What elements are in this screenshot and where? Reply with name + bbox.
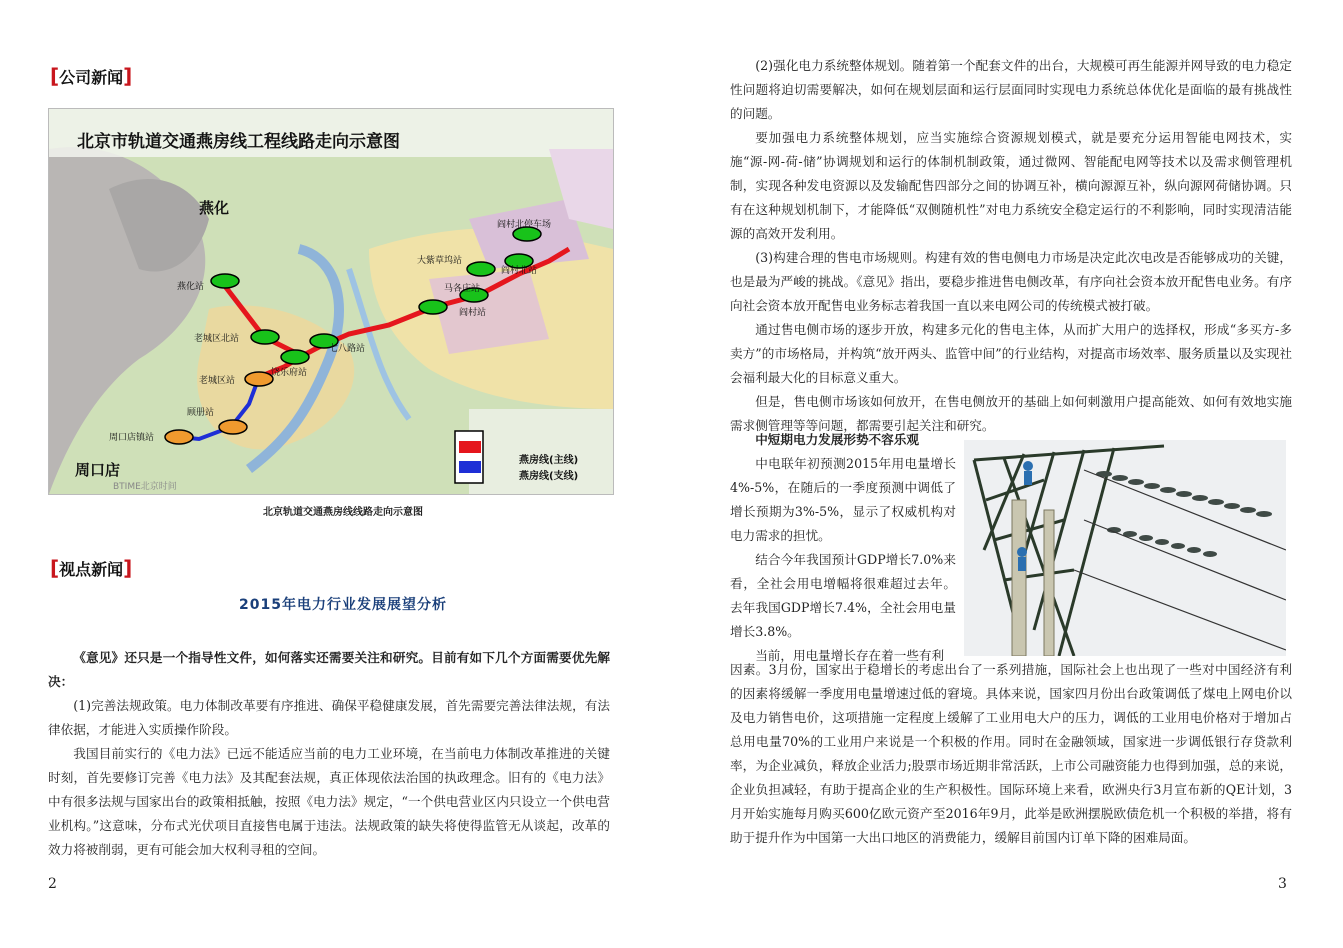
station-label: 七八路站	[329, 344, 366, 354]
station-label: 顾册站	[187, 408, 215, 418]
station-label: 燕化站	[177, 282, 205, 292]
paragraph: (2)强化电力系统整体规划。随着第一个配套文件的出台，大规模可再生能源并网导致的电力稳定性问题将迫切需要解决，如何在规划层面和运行层面同时实现电力系统总体优化是面临的最有挑战性的问题。	[730, 58, 1292, 121]
station-label: 阎村站	[459, 308, 487, 318]
station-label: 老城区站	[199, 376, 236, 386]
station-label: 阎村北站	[501, 266, 538, 276]
map-title: 北京市轨道交通燕房线工程线路走向示意图	[77, 132, 400, 152]
page-number-right: 3	[1278, 876, 1287, 892]
paragraph: 因素。3月份，国家出于稳增长的考虑出台了一系列措施，国际社会上也出现了一些对中国经济有利的因素将缓解一季度用电量增速过低的窘境。具体来说，国家四月份出台政策调低了煤电上网电价以及电力销售电价，这项措施一定程度上缓解了工业用电大户的压力，调低的工业用电价格对于增加占总用电量70%的工业用户来说是一个积极的作用。同时在金融领域，国家进一步调低银行存贷款利率，为企业减负，释放企业活力;股票市场近期非常活跃，上市公司融资能力也得到加强，总的来说，企业负担减轻，有助于提高企业的生产积极性。国际环境上来看，欧洲央行3月宣布新的QE计划，3月开始实施每月购买600亿欧元资产至2016年9月，此举是欧洲摆脱欧债危机一个积极的举措，将有助于提升作为中国第一大出口地区的消费能力，缓解目前国内订单下降的困难局面。	[730, 662, 1292, 845]
map-caption: 北京轨道交通燕房线线路走向示意图	[263, 507, 423, 518]
station-label: 周口店镇站	[109, 433, 155, 443]
station-label: 大紫草坞站	[417, 256, 463, 266]
legend-branch: 燕房线(支线)	[519, 471, 579, 482]
map-place-yanhua: 燕化	[199, 199, 230, 217]
article-title: 2015年电力行业发展展望分析	[239, 597, 447, 613]
paragraph: 要加强电力系统整体规划，应当实施综合资源规划模式，就是要充分运用智能电网技术，实施“源-网-荷-储”协调规划和运行的体制机制政策，通过微网、智能配电网等技术以及需求侧管理机制，实现各种发电资源以及发输配售四部分之间的协调互补，横向源源互补，纵向源网荷储协调。只有在这种规划机制下，才能降低“双侧随机性”对电力系统安全稳定运行的不利影响，同时实现清洁能源的高效开发利用。	[730, 130, 1292, 241]
subheading: 中短期电力发展形势不容乐观	[755, 432, 919, 447]
section-tag-view-news: [视点新闻]	[50, 556, 133, 580]
paragraph: 通过售电侧市场的逐步开放，构建多元化的售电主体，从而扩大用户的选择权，形成“多买方-多卖方”的市场格局，并构筑“放开两头、监管中间”的行业结构，对提高市场效率、服务质量以及实现社会福利最大化的目标意义重大。	[730, 322, 1292, 385]
legend-main: 燕房线(主线)	[519, 455, 579, 466]
right-body-text-top	[730, 54, 1292, 438]
paragraph: 《意见》还只是一个指导性文件，如何落实还需要关注和研究。目前有如下几个方面需要优先解决：	[48, 650, 610, 689]
paragraph: 但是，售电侧市场该如何放开，在售电侧放开的基础上如何刺激用户提高能效、如何有效地实施需求侧管理等等问题，都需要引起关注和研究。	[730, 394, 1292, 433]
route-map-graphic	[49, 109, 613, 494]
paragraph: 当前，用电量增长存在着一些有利	[755, 648, 945, 663]
paragraph: (3)构建合理的售电市场规则。构建有效的售电侧电力市场是决定此次电改是否能够成功的关键，也是最为严峻的挑战。《意见》指出，要稳步推进售电侧改革，有序向社会资本放开配售电业务。有序向社会资本放开配售电业务标志着我国一直以来电网公司的传统模式被打破。	[730, 250, 1292, 313]
right-body-text-narrow	[730, 428, 956, 668]
section-tag-company-news: [公司新闻]	[50, 64, 133, 88]
page-number-left: 2	[48, 876, 57, 892]
section-tag-label: 公司新闻	[59, 68, 124, 87]
station-label: 饶乐府站	[271, 368, 308, 378]
station-label: 阎村北停车场	[497, 220, 552, 230]
map-place-zhoukoudian: 周口店	[75, 461, 121, 479]
map-watermark: BTIME北京时间	[113, 482, 177, 492]
route-map	[48, 108, 614, 495]
paragraph: 中电联年初预测2015年用电量增长4%-5%，在随后的一季度预测中调低了增长预期为3%-5%，显示了权威机构对电力需求的担忧。	[730, 456, 956, 543]
tower-icon	[964, 440, 1286, 656]
station-label: 老城区北站	[194, 334, 240, 344]
left-page	[0, 0, 660, 948]
paragraph: 结合今年我国预计GDP增长7.0%来看，全社会用电增幅将很难超过去年。去年我国GDP增长7.4%，全社会用电量增长3.8%。	[730, 552, 956, 639]
paragraph: (1)完善法规政策。电力体制改革要有序推进、确保平稳健康发展，首先需要完善法律法规，有法律依据，才能进入实质操作阶段。	[48, 698, 610, 737]
right-body-text-bottom	[730, 658, 1292, 850]
section-tag-label: 视点新闻	[59, 560, 124, 579]
transmission-tower-photo	[964, 440, 1286, 656]
paragraph: 我国目前实行的《电力法》已远不能适应当前的电力工业环境，在当前电力体制改革推进的关键时刻，首先要修订完善《电力法》及其配套法规，真正体现依法治国的执政理念。旧有的《电力法》中有很多法规与国家出台的政策相抵触，按照《电力法》规定，“一个供电营业区内只设立一个供电营业机构。”这意味，分布式光伏项目直接售电属于违法。法规政策的缺失将使得监管无从谈起，改革的效力将被削弱，更有可能会加大权利寻租的空间。	[48, 746, 610, 857]
left-body-text	[48, 646, 610, 862]
station-label: 马各庄站	[444, 284, 481, 294]
